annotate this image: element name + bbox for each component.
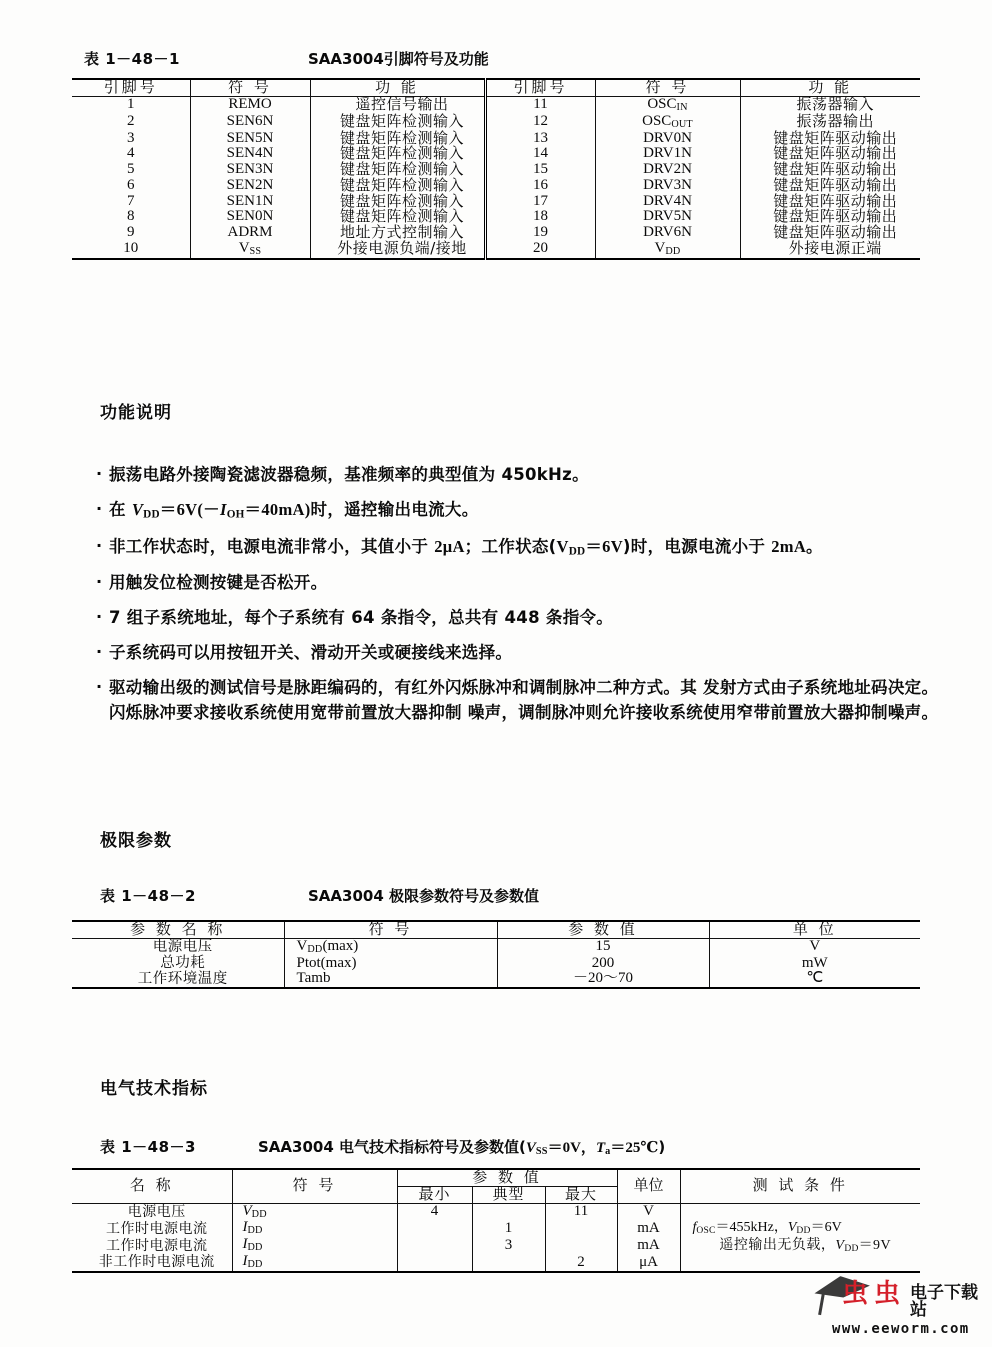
table-row <box>72 1237 920 1254</box>
cell-pin: 12 <box>485 114 595 131</box>
cell-function: 键盘矩阵驱动输出 <box>740 194 920 210</box>
cell-symbol: SEN5N <box>190 131 310 147</box>
cell-pin: 17 <box>485 194 595 210</box>
cell-param-symbol: Ptot(max) <box>284 956 497 972</box>
cell-symbol: $OSC_{IN}$ <box>595 96 740 113</box>
cell-symbol: $I_{DD}$ <box>232 1220 397 1237</box>
cell-unit: mA <box>617 1220 680 1237</box>
th-typ: 典型 <box>472 1186 545 1203</box>
th-param-unit: 单 位 <box>709 921 920 938</box>
cell-symbol: $V_{DD}$ <box>232 1203 397 1220</box>
cell-function: 键盘矩阵驱动输出 <box>740 178 920 194</box>
table-header-row-top <box>72 1169 920 1186</box>
cell-pin: 20 <box>485 241 595 259</box>
cell-function: 键盘矩阵驱动输出 <box>740 162 920 178</box>
th-name: 名 称 <box>72 1169 232 1203</box>
cell-symbol: REMO <box>190 96 310 113</box>
cell-unit: μA <box>617 1254 680 1272</box>
cell-name: 非工作时电源电流 <box>72 1254 232 1272</box>
cell-symbol: SEN0N <box>190 209 310 225</box>
cell-symbol: DRV0N <box>595 131 740 147</box>
cell-pin: 16 <box>485 178 595 194</box>
pin-function-table <box>72 78 920 260</box>
cell-function: 外接电源正端 <box>740 241 920 259</box>
cell-param-unit: ℃ <box>709 971 920 988</box>
cell-function: 振荡器输入 <box>740 96 920 113</box>
features-bullet-list <box>96 462 944 735</box>
th-max: 最大 <box>545 1186 617 1203</box>
table1-caption-number: 表 1－48－1 <box>84 50 180 68</box>
cell-param-value: 200 <box>497 956 709 972</box>
table2-caption <box>100 885 539 906</box>
cell-function: 外接电源负端/接地 <box>310 241 485 259</box>
th-param-value: 参 数 值 <box>497 921 709 938</box>
cell-symbol: DRV5N <box>595 209 740 225</box>
cell-min <box>397 1220 472 1237</box>
cell-function: 地址方式控制输入 <box>310 225 485 241</box>
electrical-specs-table <box>72 1168 920 1273</box>
cell-name: 工作时电源电流 <box>72 1237 232 1254</box>
cell-function: 键盘矩阵驱动输出 <box>740 209 920 225</box>
cell-symbol: DRV1N <box>595 146 740 162</box>
cell-param-name: 电源电压 <box>72 938 284 955</box>
table-row <box>72 241 920 259</box>
cell-function: 键盘矩阵驱动输出 <box>740 146 920 162</box>
cell-pin: 7 <box>72 194 190 210</box>
cell-max: 2 <box>545 1254 617 1272</box>
cell-min <box>397 1254 472 1272</box>
th-sym-left: 符 号 <box>190 79 310 96</box>
cell-pin: 6 <box>72 178 190 194</box>
cell-symbol: SEN2N <box>190 178 310 194</box>
cell-param-symbol: Tamb <box>284 971 497 988</box>
cell-symbol: $I_{DD}$ <box>232 1254 397 1272</box>
th-symbol: 符 号 <box>232 1169 397 1203</box>
table-row <box>72 1254 920 1272</box>
cell-pin: 3 <box>72 131 190 147</box>
th-param-name: 参 数 名 称 <box>72 921 284 938</box>
list-item <box>96 605 944 630</box>
cell-pin: 11 <box>485 96 595 113</box>
table-row <box>72 1203 920 1220</box>
electrical-table-body <box>72 1203 920 1272</box>
cell-typ <box>472 1254 545 1272</box>
cell-param-name: 工作环境温度 <box>72 971 284 988</box>
cell-function: 键盘矩阵检测输入 <box>310 146 485 162</box>
cell-pin: 1 <box>72 96 190 113</box>
cell-function: 键盘矩阵检测输入 <box>310 114 485 131</box>
list-item <box>96 462 944 487</box>
bullet-marker: · <box>96 607 103 627</box>
cell-symbol: SEN3N <box>190 162 310 178</box>
bullet-marker: · <box>96 464 103 483</box>
cell-pin: 18 <box>485 209 595 225</box>
cell-param-unit: mW <box>709 956 920 972</box>
table-row <box>72 956 920 972</box>
cell-function: 键盘矩阵检测输入 <box>310 178 485 194</box>
site-watermark-logo <box>814 1269 984 1341</box>
list-item <box>96 497 944 524</box>
cell-function: 键盘矩阵检测输入 <box>310 162 485 178</box>
table-row <box>72 938 920 955</box>
cap-tassel-icon <box>818 1293 825 1315</box>
table-row <box>72 96 920 113</box>
list-item <box>96 640 944 665</box>
list-item <box>96 675 944 725</box>
features-heading: 功能说明 <box>100 403 172 423</box>
cell-pin: 9 <box>72 225 190 241</box>
th-func-right: 功 能 <box>740 79 920 96</box>
table1-caption <box>84 48 489 69</box>
cell-function: 键盘矩阵检测输入 <box>310 209 485 225</box>
cell-symbol: DRV2N <box>595 162 740 178</box>
table1-caption-title: SAA3004引脚符号及功能 <box>307 50 489 68</box>
th-sym-right: 符 号 <box>595 79 740 96</box>
th-min: 最小 <box>397 1186 472 1203</box>
table-header-row <box>72 921 920 938</box>
cell-unit: V <box>617 1203 680 1220</box>
bullet-marker: · <box>96 499 103 519</box>
cell-param-value: －20～70 <box>497 971 709 988</box>
th-func-left: 功 能 <box>310 79 485 96</box>
cell-min: 4 <box>397 1203 472 1220</box>
th-condition: 测 试 条 件 <box>680 1169 920 1203</box>
bullet-marker: · <box>96 572 103 592</box>
th-unit: 单位 <box>617 1169 680 1203</box>
cell-param-name: 总功耗 <box>72 956 284 972</box>
list-item-text: 子系统码可以用按钮开关、滑动开关或硬接线来选择。 <box>109 643 513 663</box>
th-pin-left: 引脚号 <box>72 79 190 96</box>
list-item-text: 振荡电路外接陶瓷滤波器稳频，基准频率的典型值为 450kHz。 <box>109 465 589 484</box>
list-item-text: 非工作状态时，电源电流非常小，其值小于 2μA；工作状态$(V_{DD}=6V)$时，电源电流小于 2mA。 <box>109 536 823 558</box>
list-item-text: 在 $V_{DD}=6V(-I_{OH}=40mA)$时，遥控输出电流大。 <box>109 500 479 521</box>
cell-symbol: DRV3N <box>595 178 740 194</box>
list-item-text: 用触发位检测按键是否松开。 <box>109 573 328 593</box>
cell-pin: 10 <box>72 241 190 259</box>
cell-condition: 遥控输出无负载，$V_{DD}=9V$ <box>680 1237 920 1254</box>
cell-typ: 3 <box>472 1237 545 1254</box>
cell-pin: 15 <box>485 162 595 178</box>
cell-param-value: 15 <box>497 938 709 955</box>
cell-pin: 19 <box>485 225 595 241</box>
electrical-heading: 电气技术指标 <box>100 1079 208 1099</box>
table-row <box>72 971 920 988</box>
cell-symbol: $V_{SS}$ <box>190 241 310 259</box>
cell-max <box>545 1220 617 1237</box>
cell-max: 11 <box>545 1203 617 1220</box>
pin-table-body <box>72 96 920 259</box>
bullet-marker: · <box>96 642 103 662</box>
cell-symbol: SEN1N <box>190 194 310 210</box>
list-item <box>96 534 944 561</box>
table-row <box>72 1220 920 1237</box>
cell-function: 键盘矩阵驱动输出 <box>740 225 920 241</box>
cell-symbol: DRV6N <box>595 225 740 241</box>
cell-function: 振荡器输出 <box>740 114 920 131</box>
cell-pin: 14 <box>485 146 595 162</box>
watermark-bugs-text: 虫虫 <box>842 1279 907 1309</box>
cell-pin: 13 <box>485 131 595 147</box>
cell-name: 工作时电源电流 <box>72 1220 232 1237</box>
cell-pin: 2 <box>72 114 190 131</box>
cell-symbol: $V_{DD}$ <box>595 241 740 259</box>
table-header-row <box>72 79 920 96</box>
cell-function: 键盘矩阵驱动输出 <box>740 131 920 147</box>
cell-condition <box>680 1203 920 1220</box>
cell-max <box>545 1237 617 1254</box>
cell-param-unit: V <box>709 938 920 955</box>
cell-pin: 4 <box>72 146 190 162</box>
cell-condition: $f_{OSC}=455kHz$，$V_{DD}=6V$ <box>680 1220 920 1237</box>
table3-caption-title: SAA3004 电气技术指标符号及参数值($V_{SS}=0V$，$T_a=25℃$) <box>257 1138 666 1158</box>
limits-heading: 极限参数 <box>100 831 172 851</box>
cell-pin: 8 <box>72 209 190 225</box>
table3-caption-number: 表 1－48－3 <box>100 1138 196 1156</box>
cell-name: 电源电压 <box>72 1203 232 1220</box>
cell-symbol: DRV4N <box>595 194 740 210</box>
cell-function: 键盘矩阵检测输入 <box>310 131 485 147</box>
cell-symbol: SEN4N <box>190 146 310 162</box>
cell-param-symbol: $V_{DD}(\max)$ <box>284 938 497 955</box>
cell-min <box>397 1237 472 1254</box>
list-item-text: 驱动输出级的测试信号是脉距编码的，有红外闪烁脉冲和调制脉冲二种方式。其 发射方式由子系统地址码决定。闪烁脉冲要求接收系统使用宽带前置放大器抑制 噪声，调制脉冲则允许接收系统使用窄带前置放大器抑制噪声。 <box>109 678 939 723</box>
th-pin-right: 引脚号 <box>485 79 595 96</box>
table3-caption <box>100 1136 665 1157</box>
cell-symbol: SEN6N <box>190 114 310 131</box>
cell-pin: 5 <box>72 162 190 178</box>
cell-typ: 1 <box>472 1220 545 1237</box>
th-value-group: 参 数 值 <box>397 1169 617 1186</box>
bullet-marker: · <box>96 535 103 555</box>
cell-unit: mA <box>617 1237 680 1254</box>
cell-symbol: ADRM <box>190 225 310 241</box>
table2-caption-number: 表 1－48－2 <box>100 887 196 905</box>
limit-table-body <box>72 938 920 988</box>
watermark-site-name: 电子下载站 <box>910 1283 978 1320</box>
watermark-url: www.eeworm.com <box>832 1321 970 1337</box>
cell-function: 遥控信号输出 <box>310 96 485 113</box>
table2-caption-title: SAA3004 极限参数符号及参数值 <box>307 887 539 905</box>
th-param-symbol: 符 号 <box>284 921 497 938</box>
cell-function: 键盘矩阵检测输入 <box>310 194 485 210</box>
cell-symbol: $I_{DD}$ <box>232 1237 397 1254</box>
list-item <box>96 570 944 595</box>
list-item-text: 7 组子系统地址，每个子系统有 64 条指令，总共有 448 条指令。 <box>109 608 614 628</box>
bullet-marker: · <box>96 677 103 697</box>
cell-symbol: $OSC_{OUT}$ <box>595 114 740 131</box>
cell-typ <box>472 1203 545 1220</box>
limit-parameters-table <box>72 920 920 989</box>
